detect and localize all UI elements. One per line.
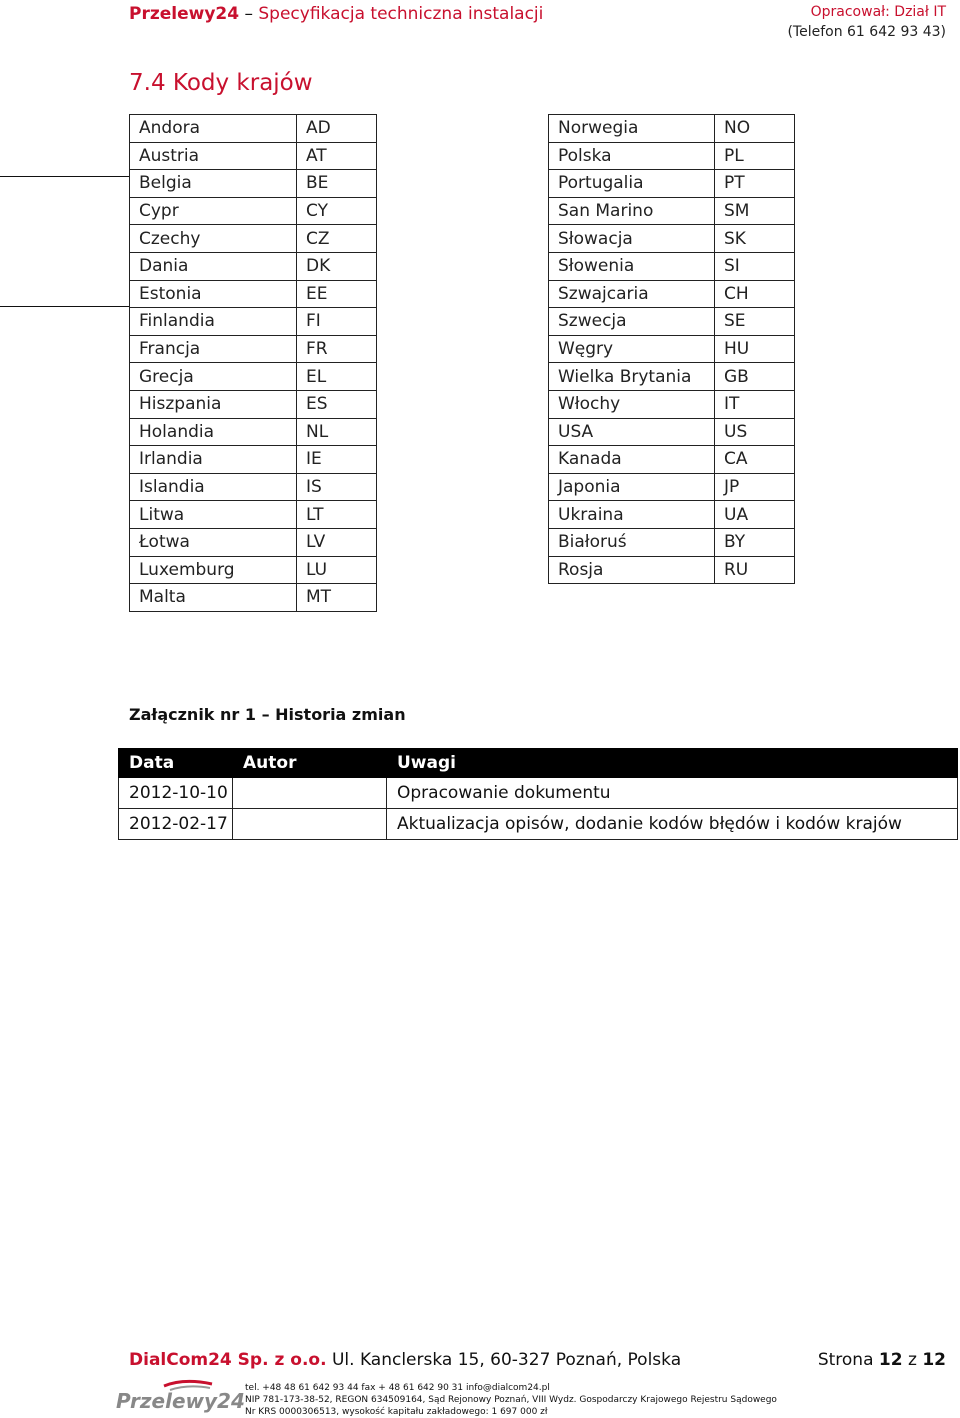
przelewy24-logo	[112, 1378, 245, 1414]
change-history-table	[118, 748, 958, 840]
country-code: CZ	[297, 225, 377, 253]
history-author	[233, 778, 387, 809]
country-name: Japonia	[549, 473, 715, 501]
country-name: Słowacja	[549, 225, 715, 253]
country-code: IT	[715, 390, 795, 418]
table-row	[549, 390, 795, 418]
country-name: Polska	[549, 142, 715, 170]
page-prefix: Strona	[817, 1350, 874, 1370]
logo-text: Przelewy24	[116, 1389, 245, 1413]
header-separator: –	[244, 4, 253, 24]
country-name: Łotwa	[130, 528, 297, 556]
company-address: Ul. Kanclerska 15, 60-327 Poznań, Polska	[331, 1350, 682, 1370]
country-name: Białoruś	[549, 528, 715, 556]
country-name: Estonia	[130, 280, 297, 308]
country-code: CY	[297, 197, 377, 225]
country-name: Holandia	[130, 418, 297, 446]
history-date: 2012-02-17	[119, 809, 233, 840]
table-row	[130, 142, 377, 170]
page-separator: z	[907, 1350, 917, 1370]
country-name: Ukraina	[549, 501, 715, 529]
country-code: PL	[715, 142, 795, 170]
country-code: GB	[715, 363, 795, 391]
table-row	[549, 528, 795, 556]
table-row	[130, 252, 377, 280]
history-author	[233, 809, 387, 840]
table-row	[130, 390, 377, 418]
country-code: PT	[715, 170, 795, 198]
country-name: USA	[549, 418, 715, 446]
country-name: Finlandia	[130, 308, 297, 336]
stray-frame	[0, 176, 130, 307]
country-name: Belgia	[130, 170, 297, 198]
author-phone: (Telefon 61 642 93 43)	[787, 24, 946, 40]
footer-company	[129, 1350, 681, 1370]
country-name: Portugalia	[549, 170, 715, 198]
table-row	[130, 280, 377, 308]
country-code: AT	[297, 142, 377, 170]
country-name: Islandia	[130, 473, 297, 501]
country-name: Kanada	[549, 446, 715, 474]
country-code: IS	[297, 473, 377, 501]
country-name: Włochy	[549, 390, 715, 418]
table-row	[130, 528, 377, 556]
country-code: ES	[297, 390, 377, 418]
document-header-author	[787, 2, 946, 42]
country-code: AD	[297, 115, 377, 143]
country-code: MT	[297, 584, 377, 612]
country-code: US	[715, 418, 795, 446]
country-name: Andora	[130, 115, 297, 143]
country-name: Irlandia	[130, 446, 297, 474]
footer-registry-line: NIP 781-173-38-52, REGON 634509164, Sąd Rejonowy Poznań, VIII Wydz. Gospodarczy Krajowego Rejestru Sądowego	[245, 1395, 777, 1405]
country-name: Dania	[130, 252, 297, 280]
page-number	[818, 1350, 946, 1370]
country-code: CA	[715, 446, 795, 474]
table-row	[549, 501, 795, 529]
document-header-title	[129, 4, 543, 24]
country-code: RU	[715, 556, 795, 584]
history-notes: Opracowanie dokumentu	[387, 778, 958, 809]
country-code: JP	[715, 473, 795, 501]
table-row	[549, 473, 795, 501]
country-code: UA	[715, 501, 795, 529]
table-row	[130, 473, 377, 501]
table-row	[549, 225, 795, 253]
page-total: 12	[922, 1350, 946, 1370]
country-codes-table-left	[129, 114, 377, 612]
country-code: BE	[297, 170, 377, 198]
country-name: Litwa	[130, 501, 297, 529]
table-row	[130, 501, 377, 529]
country-codes-table-right	[548, 114, 795, 584]
country-name: Słowenia	[549, 252, 715, 280]
table-row	[130, 308, 377, 336]
country-code: EE	[297, 280, 377, 308]
table-row	[130, 335, 377, 363]
table-row	[549, 446, 795, 474]
brand-name: Przelewy24	[129, 4, 240, 24]
table-row	[549, 252, 795, 280]
table-row	[119, 778, 958, 809]
table-row	[549, 280, 795, 308]
country-code: DK	[297, 252, 377, 280]
doc-title: Specyfikacja techniczna instalacji	[258, 4, 544, 24]
country-code: LU	[297, 556, 377, 584]
table-row	[549, 142, 795, 170]
country-code: CH	[715, 280, 795, 308]
table-row	[130, 115, 377, 143]
country-name: Rosja	[549, 556, 715, 584]
table-row	[130, 197, 377, 225]
table-row	[549, 308, 795, 336]
history-date: 2012-10-10	[119, 778, 233, 809]
country-name: Węgry	[549, 335, 715, 363]
appendix-title: Załącznik nr 1 – Historia zmian	[129, 705, 406, 724]
table-row	[549, 115, 795, 143]
column-header-notes: Uwagi	[387, 749, 958, 778]
history-notes: Aktualizacja opisów, dodanie kodów błędów i kodów krajów	[387, 809, 958, 840]
company-name: DialCom24 Sp. z o.o.	[129, 1350, 327, 1370]
column-header-author: Autor	[233, 749, 387, 778]
country-code: LT	[297, 501, 377, 529]
page-current: 12	[878, 1350, 903, 1370]
table-row	[549, 556, 795, 584]
country-name: Czechy	[130, 225, 297, 253]
table-row	[549, 197, 795, 225]
country-code: BY	[715, 528, 795, 556]
table-row	[130, 418, 377, 446]
table-row	[549, 335, 795, 363]
country-name: Austria	[130, 142, 297, 170]
country-code: SK	[715, 225, 795, 253]
table-row	[119, 809, 958, 840]
country-name: Malta	[130, 584, 297, 612]
footer-capital-line: Nr KRS 0000306513, wysokość kapitału zakładowego: 1 697 000 zł	[245, 1407, 548, 1417]
country-code: LV	[297, 528, 377, 556]
table-row	[130, 584, 377, 612]
table-row	[549, 418, 795, 446]
country-code: EL	[297, 363, 377, 391]
country-code: FI	[297, 308, 377, 336]
table-row	[549, 363, 795, 391]
country-code: SE	[715, 308, 795, 336]
table-row	[130, 556, 377, 584]
column-header-date: Data	[119, 749, 233, 778]
table-row	[130, 363, 377, 391]
country-name: Luxemburg	[130, 556, 297, 584]
table-row	[130, 446, 377, 474]
country-name: Francja	[130, 335, 297, 363]
country-code: NO	[715, 115, 795, 143]
country-name: Wielka Brytania	[549, 363, 715, 391]
table-row	[549, 170, 795, 198]
country-code: FR	[297, 335, 377, 363]
country-code: NL	[297, 418, 377, 446]
country-name: Szwecja	[549, 308, 715, 336]
table-row	[130, 225, 377, 253]
country-code: HU	[715, 335, 795, 363]
country-name: Norwegia	[549, 115, 715, 143]
country-code: IE	[297, 446, 377, 474]
table-header-row	[119, 749, 958, 778]
country-code: SM	[715, 197, 795, 225]
country-name: Cypr	[130, 197, 297, 225]
country-name: Hiszpania	[130, 390, 297, 418]
country-name: Grecja	[130, 363, 297, 391]
section-title: 7.4 Kody krajów	[129, 70, 313, 96]
footer-legal	[245, 1382, 777, 1418]
country-code: SI	[715, 252, 795, 280]
table-row	[130, 170, 377, 198]
country-name: Szwajcaria	[549, 280, 715, 308]
author-label: Opracował: Dział IT	[810, 4, 946, 20]
country-name: San Marino	[549, 197, 715, 225]
footer-contact-line: tel. +48 48 61 642 93 44 fax + 48 61 642 90 31 info@dialcom24.pl	[245, 1383, 550, 1393]
